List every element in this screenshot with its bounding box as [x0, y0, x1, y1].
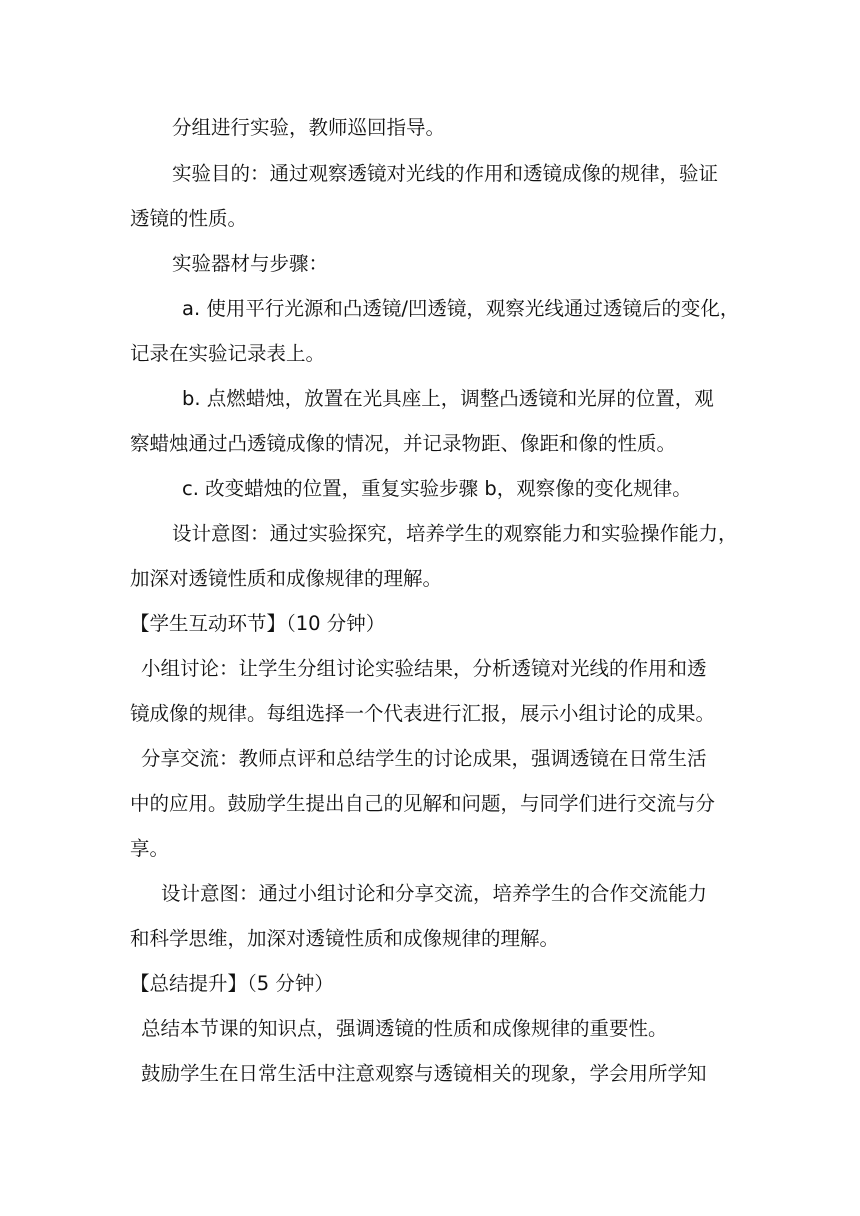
text-line: 实验目的：通过观察透镜对光线的作用和透镜成像的规律，验证 [172, 162, 719, 185]
text-line: 透镜的性质。 [130, 207, 248, 230]
text-line: 设计意图：通过小组讨论和分享交流，培养学生的合作交流能力 [161, 882, 708, 905]
text-line: 分组进行实验，教师巡回指导。 [172, 116, 446, 139]
text-line: c. 改变蜡烛的位置，重复实验步骤 b，观察像的变化规律。 [182, 477, 692, 500]
text-line: 分享交流：教师点评和总结学生的讨论成果，强调透镜在日常生活 [141, 747, 707, 770]
text-line: 享。 [130, 837, 170, 860]
text-line: 总结本节课的知识点，强调透镜的性质和成像规律的重要性。 [141, 1017, 668, 1040]
text-line: 实验器材与步骤： [172, 252, 329, 275]
section-heading: 【总结提升】（5 分钟） [130, 972, 334, 995]
text-line: b. 点燃蜡烛，放置在光具座上，调整凸透镜和光屏的位置，观 [182, 387, 714, 410]
text-line: 加深对透镜性质和成像规律的理解。 [130, 567, 443, 590]
text-line: 中的应用。鼓励学生提出自己的见解和问题，与同学们进行交流与分 [130, 792, 716, 815]
text-line: 察蜡烛通过凸透镜成像的情况，并记录物距、像距和像的性质。 [130, 432, 677, 455]
section-heading: 【学生互动环节】（10 分钟） [130, 612, 386, 635]
text-line: 和科学思维，加深对透镜性质和成像规律的理解。 [130, 927, 560, 950]
text-line: 记录在实验记录表上。 [130, 342, 326, 365]
text-line: 鼓励学生在日常生活中注意观察与透镜相关的现象，学会用所学知 [141, 1062, 707, 1085]
text-line: 小组讨论：让学生分组讨论实验结果，分析透镜对光线的作用和透 [141, 657, 707, 680]
text-line: 设计意图：通过实验探究，培养学生的观察能力和实验操作能力， [172, 522, 738, 545]
text-line: 镜成像的规律。每组选择一个代表进行汇报，展示小组讨论的成果。 [130, 702, 716, 725]
text-line: a. 使用平行光源和凸透镜/凹透镜，观察光线通过透镜后的变化， [182, 297, 740, 320]
